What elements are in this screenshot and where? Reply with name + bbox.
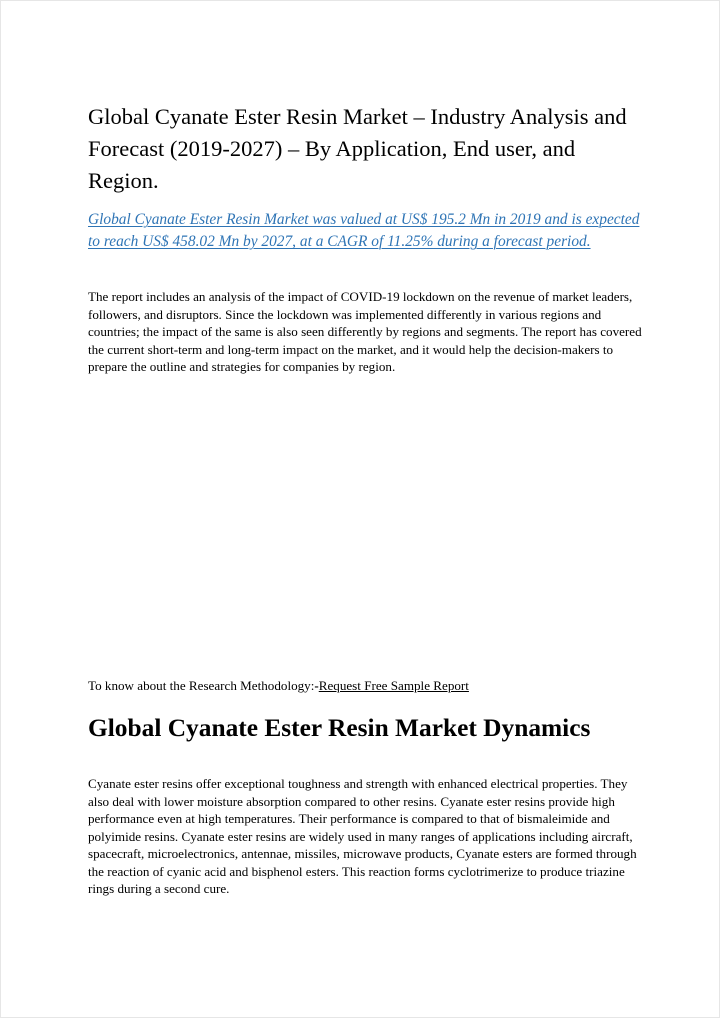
- covid-impact-paragraph: The report includes an analysis of the impact of COVID-19 lockdown on the revenue of market leaders, followers, and disruptors. Since the lockdown was implemented differently in various regions and countries; the impact of the same is also seen differently by regions and segments. The report has covered the current short-term and long-term impact on the market, and it would help the decision-makers to prepare the outline and strategies for companies by region.: [88, 289, 642, 374]
- methodology-line: [88, 677, 648, 695]
- market-summary-link[interactable]: Global Cyanate Ester Resin Market was valued at US$ 195.2 Mn in 2019 and is expected to reach US$ 458.02 Mn by 2027, at a CAGR of 11.25% during a forecast period.: [88, 211, 640, 250]
- dynamics-paragraph: Cyanate ester resins offer exceptional toughness and strength with enhanced electrical properties. They also deal with lower moisture absorption compared to other resins. Cyanate ester resins provide high performance even at high temperatures. Their performance is compared to that of bismaleimide and polyimide resins. Cyanate ester resins are widely used in many ranges of applications including aircraft, spacecraft, microelectronics, antennae, missiles, microwave products, Cyanate esters are formed through the reaction of cyanic acid and bisphenol esters. This reaction forms cyclotrimerize to produce triazine rings during a second cure.: [88, 776, 637, 896]
- section-heading-dynamics: Global Cyanate Ester Resin Market Dynamics: [88, 714, 591, 742]
- document-title: Global Cyanate Ester Resin Market – Industry Analysis and Forecast (2019-2027) – By Application, End user, and Region.: [88, 104, 627, 193]
- methodology-separator: -: [314, 678, 319, 693]
- market-summary: [88, 209, 648, 253]
- methodology-text: To know about the Research Methodology:: [88, 678, 315, 693]
- request-sample-link[interactable]: Request Free Sample Report: [318, 678, 469, 693]
